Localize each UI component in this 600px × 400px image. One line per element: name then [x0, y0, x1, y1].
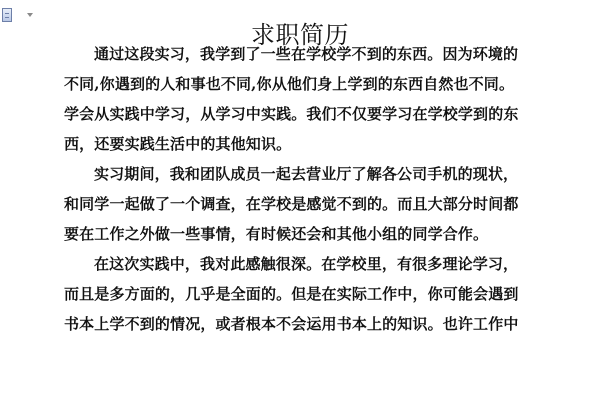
paragraph-1 — [64, 39, 548, 159]
paragraph-line: 学会从实践中学习，从学习中实践。我们不仅要学习在学校学到的东 — [64, 105, 519, 123]
chevron-down-icon — [27, 13, 33, 17]
paragraph-line: 西，还要实践生活中的其他知识。 — [64, 135, 292, 153]
paragraph-3 — [64, 249, 548, 339]
document-title: 求职简历 — [251, 21, 349, 50]
paragraph-2 — [64, 159, 548, 249]
paragraph-line: 实习期间，我和团队成员一起去营业厅了解各公司手机的现状， — [94, 165, 519, 183]
paragraph-line: 和同学一起做了一个调查，在学校是感觉不到的。而且大部分时间都 — [64, 195, 519, 213]
paragraph-line: 在这次实践中，我对此感触很深。在学校里，有很多理论学习， — [94, 255, 519, 273]
paragraph-line: 要在工作之外做一些事情，有时候还会和其他小组的同学合作。 — [64, 225, 489, 243]
document-body — [64, 39, 548, 339]
paragraph-line: 书本上学不到的情况，或者根本不会运用书本上的知识。也许工作中 — [64, 315, 519, 333]
paragraph-line: 而且是多方面的，几乎是全面的。但是在实际工作中，你可能会遇到 — [64, 285, 519, 303]
paragraph-line: 通过这段实习，我学到了一些在学校学不到的东西。因为环境的 — [94, 45, 519, 63]
paragraph-line: 不同,你遇到的人和事也不同,你从他们身上学到的东西自然也不同。 — [64, 75, 515, 93]
